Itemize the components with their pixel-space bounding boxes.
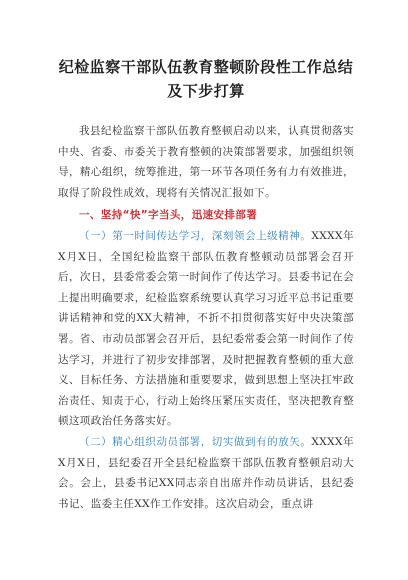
section-1-heading: 一、坚持“快”字当头，迅速安排部署 (79, 209, 258, 222)
subsection-2-paragraph (58, 432, 354, 514)
subsection-1-text: XXXX年X月X日，全国纪检监察干部队伍教育整顿动员部署会召开后，次日，县委常委会第一时间作了传达学习。县委书记在会上提出明确要求，纪检监察系统要认真学习习近平总书记重要讲话精神和党的XX大精神，不折不扣贯彻落实好中央决策部署。省、市动员部署会召开后，县纪委常委会第一时间作了传达学习，并进行了初步安排部署，及时把握教育整顿的重大意义、目标任务、方法措施和重要要求，做到思想上坚决扛牢政治责任、知责于心，行动上始终压紧压实责任，坚决把教育整顿这项政治任务落实好。 (58, 229, 354, 428)
subsection-1-heading: （一）第一时间传达学习，深刻领会上级精神。 (79, 229, 312, 242)
subsection-1-paragraph (58, 226, 354, 432)
title-line-1: 纪检监察干部队伍教育整顿阶段性工作总结 (58, 58, 354, 76)
subsection-2-text: XXXX年X月X日，县纪委召开全县纪检监察干部队伍教育整顿启动大会。会上，县委书记XX同志亲自出席并作动员讲话，县纪委书记、监委主任XX作工作安排。这次启动会，重点讲 (58, 435, 354, 510)
title-line-2: 及下步打算 (167, 82, 245, 100)
intro-paragraph: 我县纪检监察干部队伍教育整顿启动以来，认真贯彻落实中央、省委、市委关于教育整顿的决策部署要求，加强组织领导，精心组织，统筹推进，第一环节各项任务有力有效推进，取得了阶段性成效，现将有关情况汇报如下。 (58, 125, 354, 199)
document-body (58, 121, 354, 514)
subsection-2-heading: （二）精心组织动员部署，切实做到有的放矢。 (79, 435, 312, 448)
document-title (58, 55, 354, 103)
